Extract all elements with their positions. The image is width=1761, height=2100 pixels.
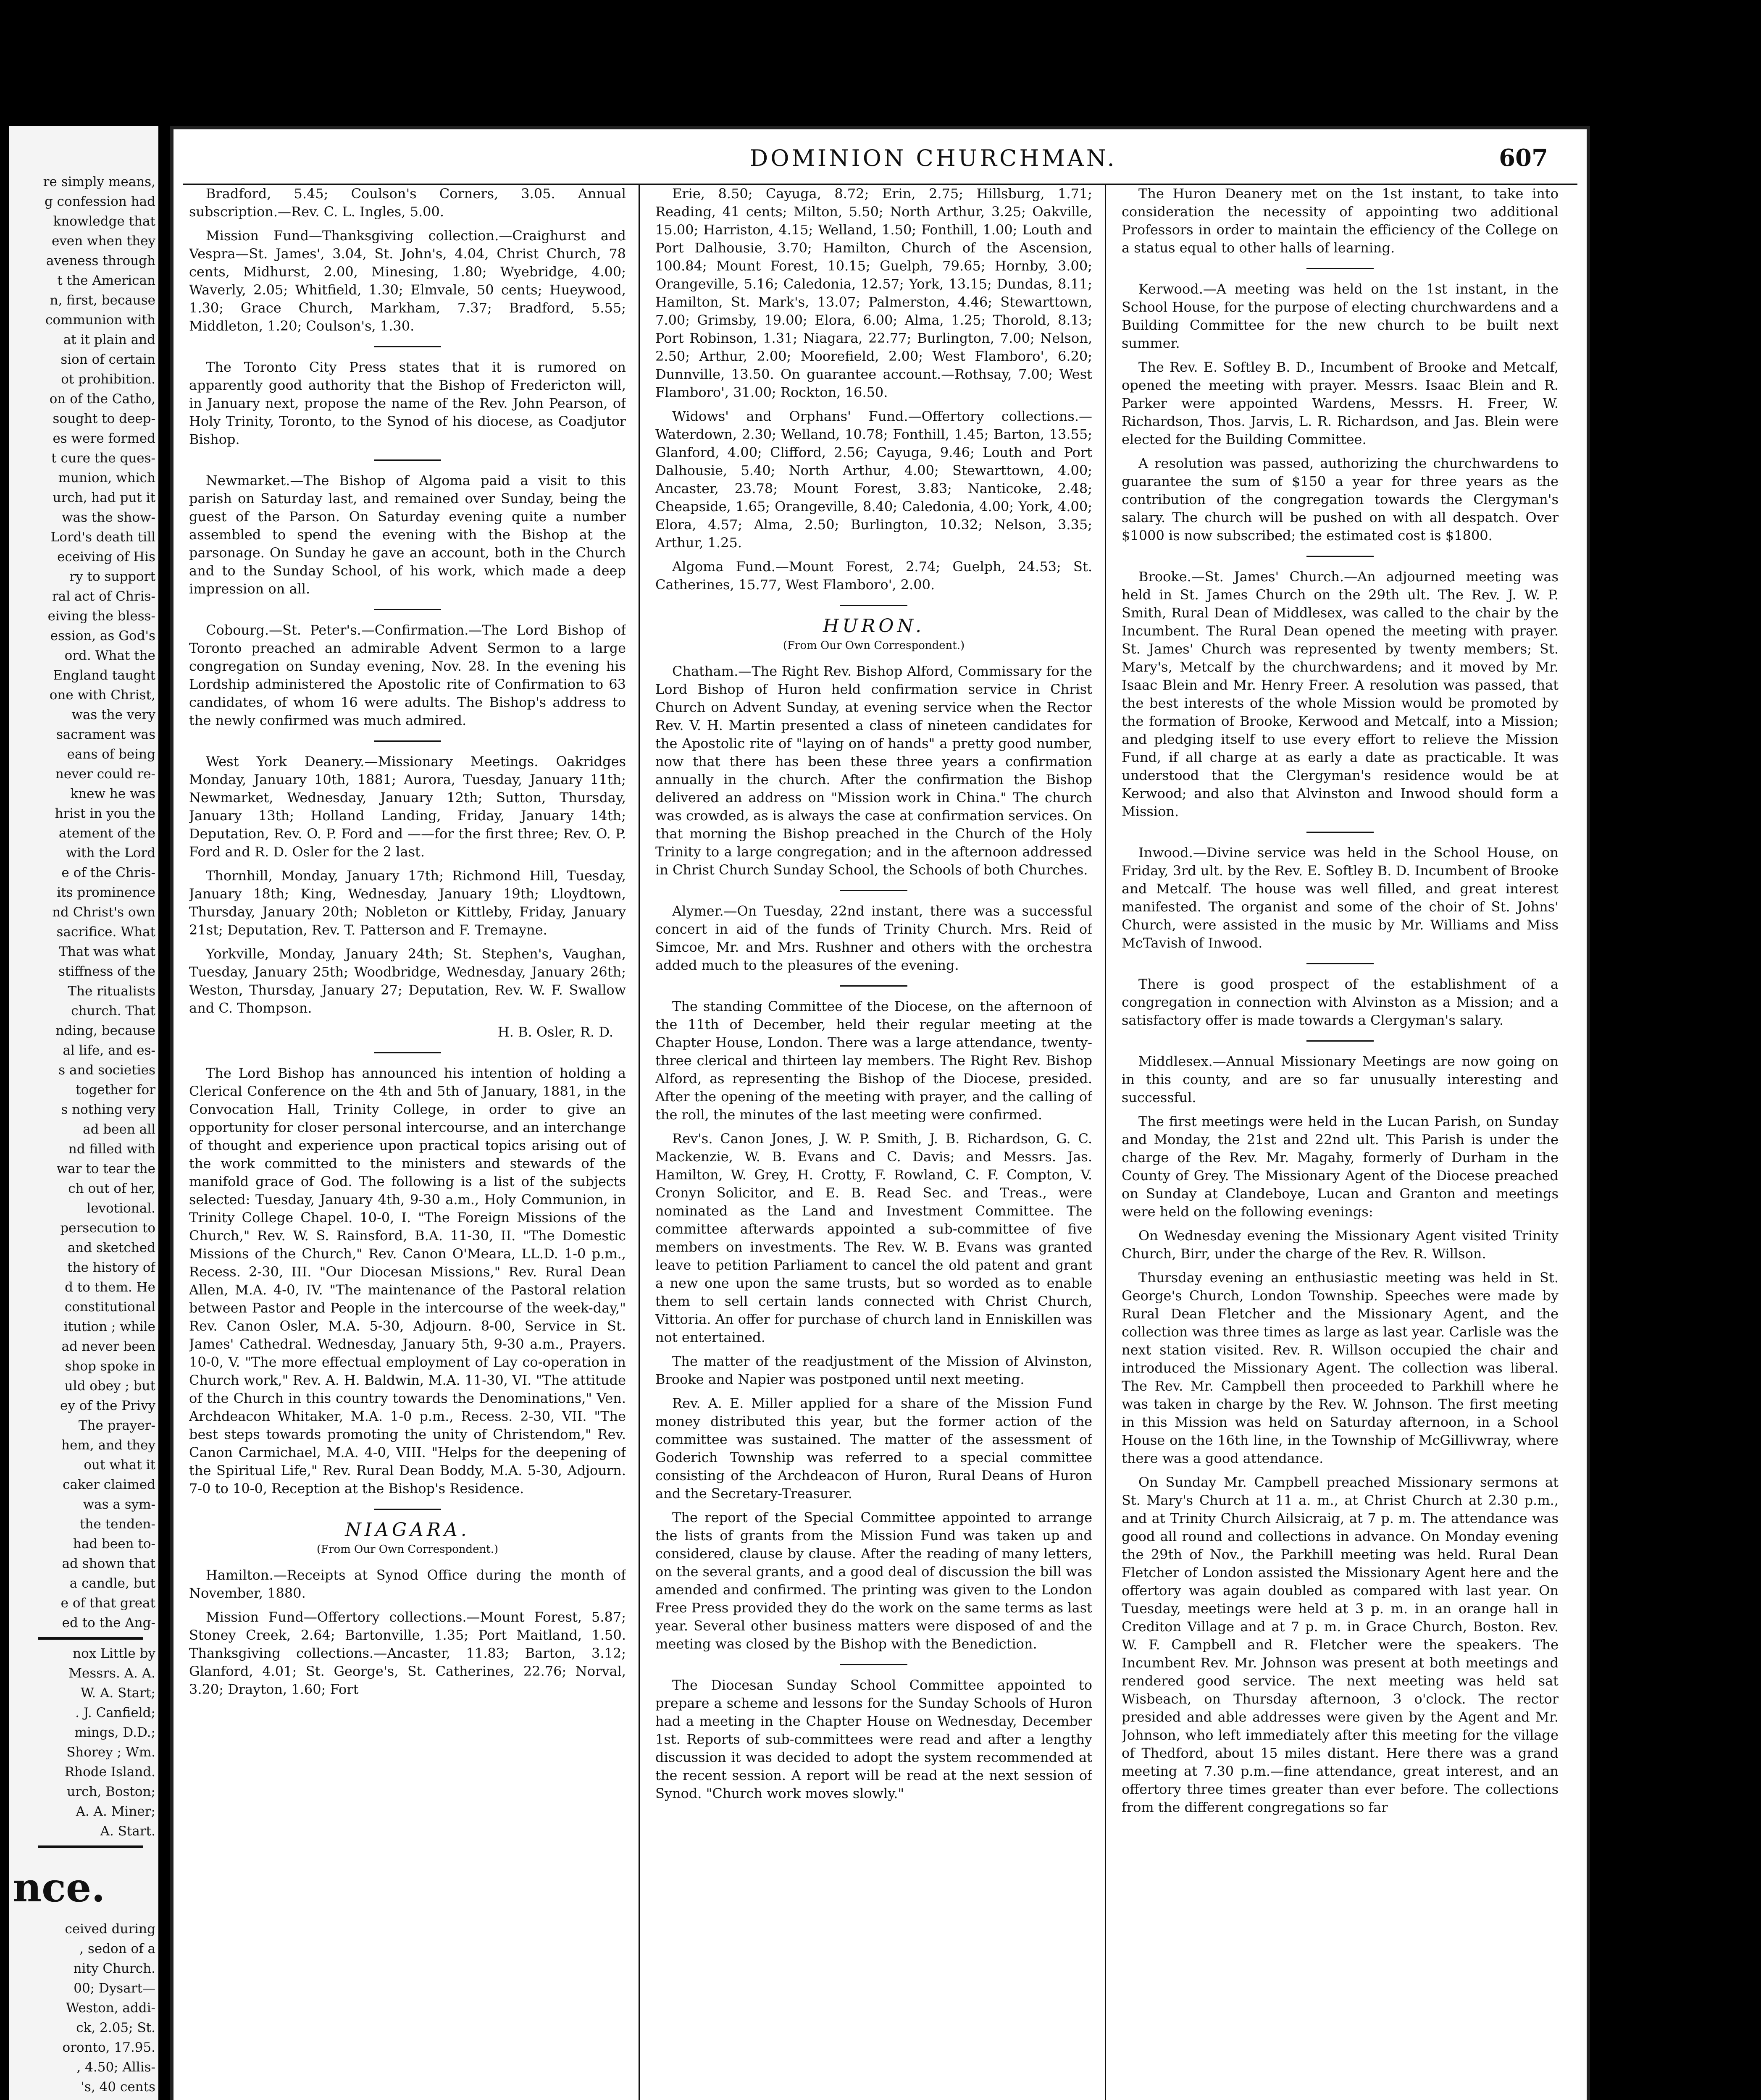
adjacent-page-strip	[9, 126, 170, 2100]
adjacent-page-line: That was what	[59, 944, 155, 959]
adjacent-page-line: on of the Catho,	[49, 391, 155, 407]
article-paragraph: A resolution was passed, authorizing the churchwardens to guarantee the sum of $150 a year for three years as the contribution of the congregation towards the Clergyman's salary. The church will be pushed on with all despatch. Over $1000 is now subscribed; the estimated cost is $1800.	[1122, 455, 1559, 543]
adjacent-page-line: urch, had put it	[53, 490, 155, 505]
adjacent-page-line: Rhode Island.	[64, 1764, 155, 1780]
adjacent-page-line: ch out of her,	[68, 1181, 155, 1196]
adjacent-page-line: s and societies	[58, 1063, 155, 1078]
article-paragraph: On Wednesday evening the Missionary Agent visited Trinity Church, Birr, under the charge of the Rev. R. Willson.	[1122, 1228, 1559, 1262]
adjacent-page-line: aveness through	[46, 253, 155, 268]
adjacent-page-line: eans of being	[67, 747, 155, 762]
adjacent-page-line: . J. Canfield;	[75, 1705, 155, 1720]
section-divider	[840, 1664, 907, 1665]
adjacent-page-line: uld obey ; but	[64, 1378, 155, 1394]
adjacent-page-line: oronto, 17.95.	[62, 2040, 155, 2055]
section-heading: HURON.	[823, 615, 925, 637]
adjacent-page-heading: nce.	[13, 1865, 105, 1911]
adjacent-page-line: nd filled with	[68, 1142, 155, 1157]
adjacent-page-line: ession, as God's	[50, 628, 155, 643]
adjacent-page-line: the tenden-	[79, 1517, 155, 1532]
adjacent-page-line: nity Church.	[73, 1961, 155, 1976]
adjacent-page-line: sion of certain	[60, 352, 155, 367]
adjacent-page-line: caker claimed	[63, 1477, 155, 1492]
article-paragraph: Rev. A. E. Miller applied for a share of the Mission Fund money distributed this year, but the former action of the committee was sustained. The matter of the assessment of Goderich Township was referred to a special committee consisting of the Archdeacon of Huron, Rural Deans of Huron and the Secretary-Treasurer.	[655, 1395, 1092, 1502]
adjacent-page-line: England taught	[53, 668, 155, 683]
article-paragraph: Mission Fund—Thanksgiving collection.—Craighurst and Vespra—St. James', 3.04, St. John's, 4.04, Christ Church, 78 cents, Midhurst, 2.00, Minesing, 1.80; Wyebridge, 4.00; Waverly, 2.05; Whitfield, 1.30; Elmvale, 50 cents; Hueywood, 1.30; Grace Church, Markham, 7.37; Bradford, 5.55; Middleton, 1.20; Coulson's, 1.30.	[189, 228, 626, 334]
column-3	[1122, 185, 1559, 2100]
section-divider	[1306, 268, 1374, 269]
article-paragraph: The matter of the readjustment of the Mission of Alvinston, Brooke and Napier was postponed until next meeting.	[655, 1353, 1092, 1387]
section-divider	[374, 346, 441, 347]
article-paragraph: Brooke.—St. James' Church.—An adjourned meeting was held in St. James Church on the 29th ult. The Rev. J. W. P. Smith, Rural Dean of Middlesex, was called to the chair by the Incumbent. The Rural Dean opened the meeting with prayer. St. James' Church was represented by twenty members; St. Mary's, Metcalf by the churchwardens; and it moved by Mr. Isaac Blein and Mr. Henry Freer. A resolution was passed, that the best interests of the whole Mission would be promoted by the formation of Brooke, Kerwood and Metcalf, into a Mission; and pledging itself to use every effort to relieve the Mission Fund, if all charge at as early a date as practicable. It was understood that the Clergyman's residence would be at Kerwood; and also that Alvinston and Inwood should form a Mission.	[1122, 569, 1559, 819]
adjacent-page-line: never could re-	[55, 766, 155, 782]
article-paragraph: The Diocesan Sunday School Committee appointed to prepare a scheme and lessons for the Sunday Schools of Huron had a meeting in the Chapter House on Wednesday, December 1st. Reports of sub-committees were read and after a lengthy discussion it was decided to adopt the system recommended at the recent session. A report will be read at the next session of Synod. "Church work moves slowly."	[655, 1677, 1092, 1801]
section-divider	[374, 1509, 441, 1510]
article-paragraph: West York Deanery.—Missionary Meetings. Oakridges Monday, January 10th, 1881; Aurora, Tuesday, January 11th; Newmarket, Wednesday, January 12th; Sutton, Thursday, January 13th; Holland Landing, Friday, January 14th; Deputation, Rev. O. P. Ford and ——for the first three; Rev. O. P. Ford and R. D. Osler for the 2 last.	[189, 753, 626, 860]
page-number: 607	[1499, 144, 1548, 172]
adjacent-page-line: nd Christ's own	[52, 905, 155, 920]
column-rule	[639, 185, 640, 2100]
adjacent-page-line: persecution to	[60, 1221, 155, 1236]
adjacent-page-line: al life, and es-	[63, 1043, 155, 1058]
section-divider	[840, 890, 907, 891]
adjacent-page-line: one with Christ,	[49, 688, 155, 703]
article-paragraph: Yorkville, Monday, January 24th; St. Stephen's, Vaughan, Tuesday, January 25th; Woodbridge, Wednesday, January 26th; Weston, Thursday, January 27; Deputation, Rev. W. F. Swallow and C. Thompson.	[189, 946, 626, 1016]
section-heading: NIAGARA.	[345, 1519, 470, 1541]
adjacent-page-line: a candle, but	[69, 1576, 155, 1591]
adjacent-page-line: ad been all	[83, 1122, 155, 1137]
section-divider	[374, 609, 441, 610]
section-subheading: (From Our Own Correspondent.)	[783, 639, 965, 652]
article-paragraph: Middlesex.—Annual Missionary Meetings are now going on in this county, and are so far unusually interesting and successful.	[1122, 1053, 1559, 1105]
section-divider	[1306, 832, 1374, 833]
adjacent-page-rule	[38, 1845, 143, 1848]
adjacent-page-line: e of that great	[60, 1596, 155, 1611]
adjacent-page-line: ed to the Ang-	[62, 1615, 155, 1630]
section-divider	[1306, 1040, 1374, 1042]
adjacent-page-line: The ritualists	[68, 984, 155, 999]
adjacent-page-line: the history of	[67, 1260, 155, 1275]
newspaper-page	[170, 126, 1590, 2100]
adjacent-page-line: ord. What the	[64, 648, 155, 663]
adjacent-page-line: The prayer-	[78, 1418, 155, 1433]
adjacent-page-line: A. Start.	[100, 1824, 155, 1839]
running-title: DOMINION CHURCHMAN.	[750, 145, 1117, 171]
adjacent-page-line: levotional.	[87, 1201, 155, 1216]
adjacent-page-rule	[38, 1637, 143, 1640]
adjacent-page-line: sacrament was	[56, 727, 155, 742]
section-divider	[840, 605, 907, 606]
section-divider	[1306, 556, 1374, 557]
adjacent-page-line: Messrs. A. A.	[68, 1666, 155, 1681]
adjacent-page-line: d to them. He	[65, 1280, 155, 1295]
article-paragraph: Thursday evening an enthusiastic meeting was held in St. George's Church, London Township. Speeches were made by Rural Dean Fletcher and the Missionary Agent, and the collection was three times as large as last year. Carlisle was the next station visited. Rev. R. Willson occupied the chair and introduced the Missionary Agent. The collection was liberal. The Rev. Mr. Campbell then proceeded to Parkhill where he was taken in charge by the Rev. W. Johnson. The first meeting in this Mission was held on Saturday afternoon, in a School House on the 16th line, in the Township of McGillivwray, where there was a good attendance.	[1122, 1270, 1559, 1466]
adjacent-page-line: ral act of Chris-	[52, 589, 155, 604]
adjacent-page-line: church. That	[71, 1003, 155, 1018]
article-paragraph: Thornhill, Monday, January 17th; Richmond Hill, Tuesday, January 18th; King, Wednesday, January 19th; Lloydtown, Thursday, January 20th; Nobleton or Kittleby, Friday, January 21st; Deputation, Rev. T. Patterson and F. Tremayne.	[189, 868, 626, 938]
article-paragraph: The Toronto City Press states that it is rumored on apparently good authority that the Bishop of Fredericton will, in January next, propose the name of the Rev. John Pearson, of Holy Trinity, Toronto, to the Synod of his diocese, as Coadjutor Bishop.	[189, 359, 626, 447]
adjacent-page-line: ot prohibition.	[61, 372, 155, 387]
adjacent-page-line: itution ; while	[63, 1319, 155, 1334]
article-paragraph: The Huron Deanery met on the 1st instant, to take into consideration the necessity of appointing two additional Professors in order to maintain the efficiency of the College on a status equal to other halls of learning.	[1122, 186, 1559, 256]
adjacent-page-text	[13, 172, 155, 2097]
adjacent-page-line: knowledge that	[53, 214, 155, 229]
adjacent-page-line: hrist in you the	[55, 806, 155, 821]
section-divider	[840, 985, 907, 987]
adjacent-page-line: had been to-	[73, 1536, 155, 1551]
article-paragraph: Kerwood.—A meeting was held on the 1st instant, in the School House, for the purpose of electing churchwardens and a Building Committee for the new church to be built next summer.	[1122, 281, 1559, 351]
adjacent-page-line: n, first, because	[50, 293, 155, 308]
article-paragraph: Rev's. Canon Jones, J. W. P. Smith, J. B. Richardson, G. C. Mackenzie, W. B. Evans and C. Davis; and Messrs. Jas. Hamilton, W. Grey, H. Crotty, F. Rowland, C. F. Compton, V. Cronyn Solicitor, and E. B. Read Sec. and Treas., were nominated as the Land and Investment Committee. The committee afterwards appointed a sub-committee of five members on investments. The Rev. W. B. Evans was granted leave to petition Parliament to cancel the old patent and grant a new one upon the same trusts, but so worded as to enable them to sell certain lands connected with Christ Church, Vittoria. An offer for purchase of church land in Enniskillen was not entertained.	[655, 1131, 1092, 1345]
adjacent-page-line: was the show-	[62, 510, 155, 525]
adjacent-page-line: at it plain and	[63, 332, 155, 347]
adjacent-page-line: 's, 40 cents	[81, 2079, 155, 2095]
article-paragraph: The report of the Special Committee appointed to arrange the lists of grants from the Mission Fund was taken up and considered, clause by clause. After the reading of many letters, on the several grants, and a good deal of discussion the bill was amended and confirmed. The printing was given to the London Free Press provided they do the work on the same terms as last year. Several other business matters were disposed of and the meeting was closed by the Bishop with the Benediction.	[655, 1509, 1092, 1652]
section-divider	[374, 1052, 441, 1053]
adjacent-page-line: , 4.50; Allis-	[76, 2060, 155, 2075]
adjacent-page-line: es were formed	[53, 431, 155, 446]
adjacent-page-line: even when they	[52, 234, 155, 249]
adjacent-page-line: was a sym-	[83, 1497, 155, 1512]
adjacent-page-line: eceiving of His	[57, 549, 155, 564]
adjacent-page-line: A. A. Miner;	[76, 1804, 155, 1819]
adjacent-page-line: nox Little by	[73, 1646, 155, 1661]
adjacent-page-line: was the very	[71, 707, 155, 722]
adjacent-page-line: g confession had	[44, 194, 155, 209]
article-paragraph: Hamilton.—Receipts at Synod Office during the month of November, 1880.	[189, 1567, 626, 1601]
section-divider	[374, 459, 441, 461]
adjacent-page-line: together for	[76, 1082, 155, 1097]
adjacent-page-line: 00; Dysart—	[74, 1981, 155, 1996]
adjacent-page-line: ceived during	[65, 1922, 155, 1937]
adjacent-page-line: its prominence	[57, 885, 155, 900]
adjacent-page-line: ck, 2.05; St.	[76, 2020, 155, 2035]
article-paragraph: Chatham.—The Right Rev. Bishop Alford, Commissary for the Lord Bishop of Huron held confirmation service in Christ Church on Advent Sunday, at evening service when the Rector Rev. V. H. Martin presented a class of nineteen candidates for the Apostolic rite of "laying on of hands" a pretty good number, now that there has been these three years a confirmation annually in the church. After the confirmation the Bishop delivered an address on "Mission work in China." The church was crowded, as is always the case at confirmation services. On that morning the Bishop preached in the Church of the Holy Trinity to a large congregation; and in the afternoon addressed in Christ Church Sunday School, the Schools of both Churches.	[655, 663, 1092, 878]
adjacent-page-line: t cure the ques-	[51, 451, 155, 466]
adjacent-page-line: munion, which	[58, 470, 155, 486]
adjacent-page-line: Shorey ; Wm.	[66, 1745, 155, 1760]
section-divider	[1306, 963, 1374, 964]
adjacent-page-line: ad shown that	[62, 1556, 155, 1571]
adjacent-page-line: s nothing very	[61, 1102, 155, 1117]
article-paragraph: On Sunday Mr. Campbell preached Missionary sermons at St. Mary's Church at 11 a. m., at Christ Church at 2.30 p.m., and at Trinity Church Ailsicraig, at 7 p. m. The attendance was good all round and collections in advance. On Monday evening the 29th of Nov., the Parkhill meeting was held. Rural Dean Fletcher of London assisted the Missionary Agent here and the offertory was again doubled as compared with last year. On Tuesday, meetings were held at 3 p. m. in an orange hall in Crediton Village and at 7 p. m. in Grace Church, Boston. Rev. W. F. Campbell and R. Fletcher were the speakers. The Incumbent Rev. Mr. Johnson was present at both meetings and rendered good service. The next meeting was held sat Wisbeach, on Thursday afternoon, 3 o'clock. The rector presided and able addresses were given by the Agent and Mr. Johnson, who left immediately after this meeting for the village of Thedford, about 15 miles distant. Here there was a grand meeting at 7.30 p.m.—fine attendance, great interest, and an offertory three times greater than ever before. The collections from the different congregations so far	[1122, 1474, 1559, 1815]
adjacent-page-line: knew he was	[70, 786, 155, 801]
article-paragraph: Algoma Fund.—Mount Forest, 2.74; Guelph, 24.53; St. Catherines, 15.77, West Flamboro', 2.00.	[655, 559, 1092, 593]
adjacent-page-line: ey of the Privy	[60, 1398, 155, 1413]
adjacent-page-line: Weston, addi-	[66, 2000, 155, 2016]
adjacent-page-line: war to tear the	[56, 1161, 155, 1176]
article-paragraph: Erie, 8.50; Cayuga, 8.72; Erin, 2.75; Hillsburg, 1.71; Reading, 41 cents; Milton, 5.50; North Arthur, 3.25; Oakville, 15.00; Harriston, 4.15; Welland, 1.50; Fonthill, 1.00; Louth and Port Dalhousie, 3.70; Hamilton, Church of the Ascension, 100.84; Mount Forest, 10.15; Guelph, 79.65; Hornby, 3.00; Orangeville, 5.16; Caledonia, 12.57; York, 13.15; Dundas, 8.11; Hamilton, St. Mark's, 13.07; Palmerston, 4.46; Stewarttown, 7.00; Grimsby, 19.00; Elora, 6.00; Alma, 1.25; Thorold, 8.13; Port Robinson, 1.31; Niagara, 22.77; Burlington, 7.00; Nelson, 2.50; Arthur, 2.00; Moorefield, 2.00; West Flamboro', 6.20; Dunnville, 13.50. On guarantee account.—Rothsay, 7.00; West Flamboro', 31.00; Rockton, 16.50.	[655, 186, 1092, 400]
article-paragraph: There is good prospect of the establishment of a congregation in connection with Alvinston as a Mission; and a satisfactory offer is made towards a Clergyman's salary.	[1122, 976, 1559, 1028]
signature: H. B. Osler, R. D.	[497, 1024, 613, 1040]
column-2	[655, 185, 1092, 2100]
adjacent-page-line: out what it	[84, 1457, 155, 1473]
adjacent-page-line: sought to deep-	[53, 411, 155, 426]
adjacent-page-line: hem, and they	[61, 1438, 155, 1453]
adjacent-page-line: nding, because	[55, 1023, 155, 1038]
article-paragraph: The first meetings were held in the Lucan Parish, on Sunday and Monday, the 21st and 22nd ult. This Parish is under the charge of the Rev. Mr. Magahy, formerly of Durham in the County of Grey. The Missionary Agent of the Diocese preached on Sunday at Clandeboye, Lucan and Granton and meetings were held on the following evenings:	[1122, 1113, 1559, 1220]
article-paragraph: Bradford, 5.45; Coulson's Corners, 3.05. Annual subscription.—Rev. C. L. Ingles, 5.00.	[189, 186, 626, 220]
article-paragraph: Cobourg.—St. Peter's.—Confirmation.—The Lord Bishop of Toronto preached an admirable Advent Sermon to a large congregation on Sunday evening, Nov. 28. In the evening his Lordship administered the Apostolic rite of Confirmation to 63 candidates, of whom 16 were adults. The Bishop's address to the newly confirmed was much admired.	[189, 622, 626, 728]
article-paragraph: The standing Committee of the Diocese, on the afternoon of the 11th of December, held their regular meeting at the Chapter House, London. There was a large attendance, twenty-three clerical and thirteen lay members. The Right Rev. Bishop Alford, as representing the Bishop of the Diocese, presided. After the opening of the meeting with prayer, and the calling of the roll, the minutes of the last meeting were confirmed.	[655, 998, 1092, 1123]
adjacent-page-line: ry to support	[69, 569, 155, 584]
article-paragraph: Inwood.—Divine service was held in the School House, on Friday, 3rd ult. by the Rev. E. Softley B. D. Incumbent of Brooke and Metcalf. The house was well filled, and great interest manifested. The organist and some of the choir of St. Johns' Church, were assisted in the music by Mr. Williams and Miss McTavish of Inwood.	[1122, 845, 1559, 951]
page-header	[170, 136, 1590, 174]
section-subheading: (From Our Own Correspondent.)	[316, 1543, 499, 1556]
adjacent-page-line: communion with	[45, 312, 155, 328]
adjacent-page-line: stiffness of the	[58, 964, 155, 979]
adjacent-page-line: urch, Boston;	[67, 1784, 155, 1799]
article-paragraph: The Rev. E. Softley B. D., Incumbent of Brooke and Metcalf, opened the meeting with prayer. Messrs. Isaac Blein and R. Parker were appointed Wardens, Messrs. H. Freer, W. Richardson, Thos. Jarvis, L. R. Richardson, and Jas. Blein were elected for the Building Committee.	[1122, 359, 1559, 447]
article-paragraph: Mission Fund—Offertory collections.—Mount Forest, 5.87; Stoney Creek, 2.64; Bartonville, 1.35; Port Maitland, 1.50. Thanksgiving collections.—Ancaster, 11.83; Barton, 3.12; Glanford, 4.01; St. George's, St. Catherines, 22.76; Norval, 3.20; Drayton, 1.60; Fort	[189, 1609, 626, 1697]
column-1	[189, 185, 626, 2100]
adjacent-page-line: atement of the	[58, 826, 155, 841]
adjacent-page-line: with the Lord	[66, 845, 155, 861]
adjacent-page-line: and sketched	[67, 1240, 155, 1255]
adjacent-page-line: shop spoke in	[65, 1359, 155, 1374]
article-paragraph: Widows' and Orphans' Fund.—Offertory collections.—Waterdown, 2.30; Welland, 10.78; Fonthill, 1.45; Barton, 13.55; Glanford, 4.00; Clifford, 2.56; Cayuga, 9.46; Louth and Port Dalhousie, 5.40; North Arthur, 4.00; Stewarttown, 4.00; Ancaster, 23.78; Mount Forest, 3.83; Nanticoke, 2.48; Cheapside, 1.65; Orangeville, 8.40; Caledonia, 4.00; York, 4.00; Elora, 4.57; Alma, 2.50; Burlington, 10.32; Nelson, 3.35; Arthur, 1.25.	[655, 408, 1092, 551]
adjacent-page-line: eiving the bless-	[47, 609, 155, 624]
adjacent-page-line: e of the Chris-	[61, 865, 155, 880]
adjacent-page-line: Lord's death till	[50, 530, 155, 545]
adjacent-page-line: W. A. Start;	[80, 1685, 155, 1701]
adjacent-page-line: constitutional	[64, 1299, 155, 1315]
adjacent-page-line: , sedon of a	[79, 1941, 155, 1956]
column-rule	[1105, 185, 1106, 2100]
adjacent-page-line: re simply means,	[43, 174, 155, 189]
adjacent-page-line: mings, D.D.;	[74, 1725, 155, 1740]
adjacent-page-line: ad never been	[61, 1339, 155, 1354]
article-paragraph: Newmarket.—The Bishop of Algoma paid a visit to this parish on Saturday last, and remained over Sunday, being the guest of the Parson. On Saturday evening quite a number assembled to spend the evening with the Bishop at the parsonage. On Sunday he gave an account, both in the Church and to the Sunday School, of his work, which made a deep impression on all.	[189, 472, 626, 597]
adjacent-page-line: sacrifice. What	[56, 924, 155, 940]
scan-border-left	[0, 0, 9, 2100]
article-paragraph: Alymer.—On Tuesday, 22nd instant, there was a successful concert in aid of the funds of Trinity Church. Mrs. Reid of Simcoe, Mr. and Mrs. Rushner and others with the orchestra added much to the pleasures of the evening.	[655, 903, 1092, 973]
section-divider	[374, 740, 441, 742]
adjacent-page-line: t the American	[57, 273, 155, 288]
article-paragraph: The Lord Bishop has announced his intention of holding a Clerical Conference on the 4th and 5th of January, 1881, in the Convocation Hall, Trinity College, in order to give an opportunity for closer personal intercourse, and an interchange of thought and experience upon practical topics arising out of the work committed to the ministers and stewards of the manifold grace of God. The following is a list of the subjects selected: Tuesday, January 4th, 9-30 a.m., Holy Communion, in Trinity College Chapel. 10-0, I. "The Foreign Missions of the Church," Rev. W. S. Rainsford, B.A. 11-30, II. "The Domestic Missions of the Church," Rev. Canon O'Meara, LL.D. 1-0 p.m., Recess. 2-30, III. "Our Diocesan Missions," Rev. Rural Dean Allen, M.A. 4-0, IV. "The maintenance of the Pastoral relation between Pastor and People in the intercourse of the week-day," Rev. Canon Osler, M.A. 5-30, Adjourn. 8-00, Service in St. James' Cathedral. Wednesday, January 5th, 9-30 a.m., Prayers. 10-0, V. "The more effectual employment of Lay co-operation in Church work," Rev. A. H. Baldwin, M.A. 11-30, VI. "The attitude of the Church in this country towards the Denominations," Ven. Archdeacon Whitaker, M.A. 1-0 p.m., Recess. 2-30, VII. "The best steps towards promoting the unity of Christendom," Rev. Canon Carmichael, M.A. 4-0, VIII. "Helps for the deepening of the Spiritual Life," Rev. Rural Dean Boddy, M.A. 5-30, Adjourn. 7-0 to 10-0, Reception at the Bishop's Residence.	[189, 1065, 626, 1496]
